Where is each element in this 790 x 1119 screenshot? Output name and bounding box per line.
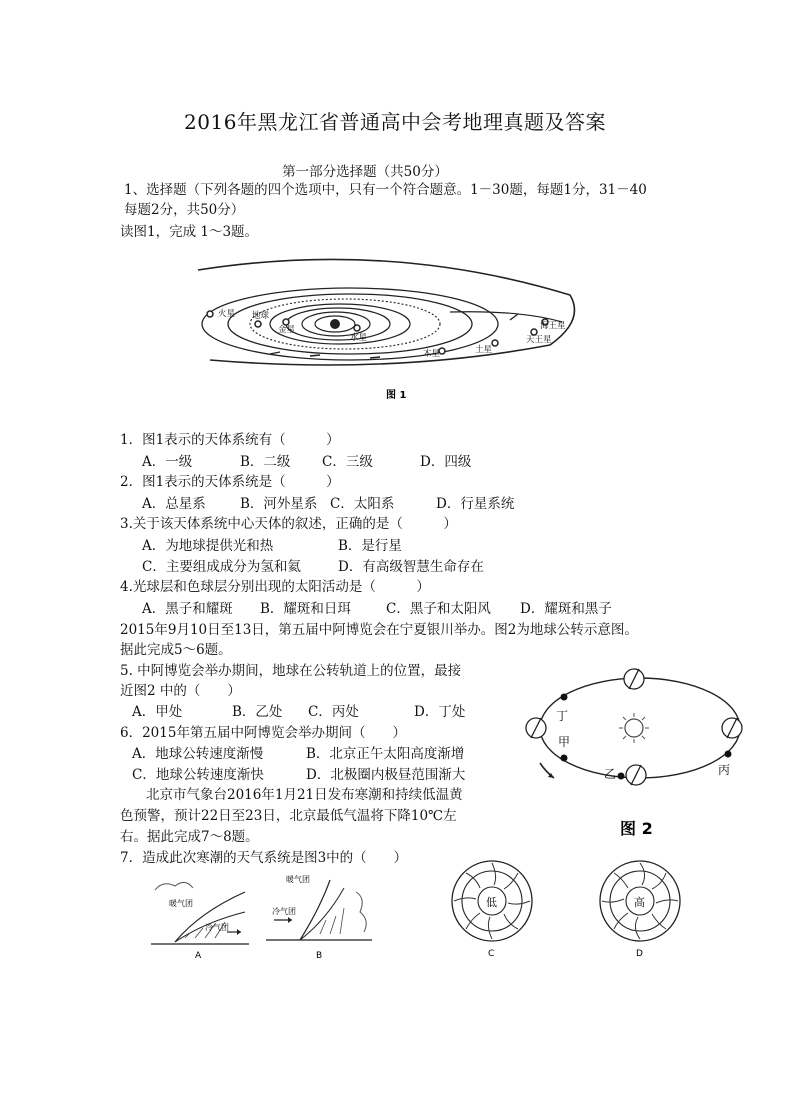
figure-3c-low-pressure (448, 858, 538, 960)
q3-option-c[interactable]: C．主要组成成分为氢和氦 (142, 559, 301, 575)
q3-option-a[interactable]: A．为地球提供光和热 (142, 538, 274, 554)
fig3a-cold-label: 冷气团 (205, 923, 229, 932)
fig3d-caption: D (636, 949, 643, 959)
q2-stem: 2．图1表示的天体系统是（ ） (120, 474, 340, 490)
planet-saturn-label: 土星 (475, 345, 493, 355)
q3-option-d[interactable]: D．有高级智慧生命存在 (338, 559, 484, 575)
fig3c-caption: C (488, 949, 495, 959)
planet-earth-label: 地球 (252, 311, 270, 321)
orbit-label-jia: 甲 (558, 735, 571, 749)
q3-stem: 3.关于该天体系统中心天体的叙述，正确的是（ ） (120, 516, 457, 532)
orbit-label-bing: 丙 (718, 763, 731, 777)
figure-1-solar-system (190, 250, 590, 410)
planet-uranus-label: 天王星 (526, 335, 552, 345)
planet-neptune-label: 海王星 (540, 321, 566, 331)
q2-option-d[interactable]: D．行星系统 (436, 496, 515, 512)
q5-option-a[interactable]: A．甲处 (132, 704, 183, 720)
q2-option-c[interactable]: C．太阳系 (330, 496, 395, 512)
q4-option-d[interactable]: D．耀斑和黑子 (520, 601, 612, 617)
q4-option-b[interactable]: B．耀斑和日珥 (260, 601, 351, 617)
orbit-label-yi: 乙 (604, 767, 617, 781)
instruction-line-1: 1、选择题（下列各题的四个选项中，只有一个符合题意。1－30题，每题1分，31－40 (124, 182, 647, 198)
fig3c-low-label: 低 (486, 896, 497, 909)
intro3-line-3: 右。据此完成7～8题。 (120, 829, 259, 845)
q5-option-b[interactable]: B．乙处 (232, 704, 283, 720)
intro2-line-2: 据此完成5～6题。 (120, 642, 232, 658)
fig3b-warm-label: 暖气团 (286, 875, 310, 884)
q6-option-a[interactable]: A．地球公转速度渐慢 (132, 746, 264, 762)
q4-option-a[interactable]: A．黑子和耀斑 (142, 601, 233, 617)
fig3b-caption: B (316, 951, 323, 960)
figure-3d-high-pressure (596, 858, 686, 960)
figure-2-earth-orbit (518, 660, 768, 840)
figure-1-caption: 图 1 (386, 390, 407, 401)
q1-option-d[interactable]: D．四级 (420, 454, 472, 470)
intro3-line-1: 北京市气象台2016年1月21日发布寒潮和持续低温黄 (146, 787, 463, 803)
q5-stem-line-2: 近图2 中的（ ） (120, 683, 241, 699)
q1-stem: 1．图1表示的天体系统有（ ） (120, 432, 340, 448)
fig3d-high-label: 高 (634, 896, 645, 909)
q1-option-b[interactable]: B．二级 (240, 454, 291, 470)
page-title: 2016年黑龙江省普通高中会考地理真题及答案 (184, 110, 606, 134)
planet-jupiter-label: 木星 (423, 349, 441, 359)
q1-option-a[interactable]: A．一级 (142, 454, 193, 470)
q5-option-c[interactable]: C．丙处 (308, 704, 359, 720)
q7-stem: 7．造成此次寒潮的天气系统是图3中的（ ） (120, 850, 408, 866)
intro2-line-1: 2015年9月10日至13日，第五届中阿博览会在宁夏银川举办。图2为地球公转示意图。 (120, 622, 638, 638)
figure-3b-front (260, 868, 380, 960)
fig3a-warm-label: 暖气团 (169, 899, 193, 908)
q4-option-c[interactable]: C．黑子和太阳风 (386, 601, 491, 617)
q3-option-b[interactable]: B．是行星 (338, 538, 402, 554)
q6-stem: 6．2015年第五届中阿博览会举办期间（ ） (120, 725, 406, 741)
planet-venus-label: 金星 (278, 325, 296, 335)
planet-mercury-label: 水星 (350, 333, 368, 343)
q4-stem: 4.光球层和色球层分别出现的太阳活动是（ ） (120, 579, 430, 595)
intro3-line-2: 色预警，预计22日至23日，北京最低气温将下降10℃左 (120, 808, 457, 824)
planet-mars-label: 火星 (218, 309, 236, 319)
q2-option-b[interactable]: B．河外星系 (240, 496, 318, 512)
q5-option-d[interactable]: D．丁处 (414, 704, 466, 720)
figure-2-caption: 图 2 (620, 819, 653, 838)
q1-option-c[interactable]: C．三级 (322, 454, 373, 470)
section-heading: 第一部分选择题（共50分） (282, 164, 448, 180)
q6-option-d[interactable]: D．北极圈内极昼范围渐大 (306, 767, 466, 783)
instruction-line-2: 每题2分，共50分） (124, 202, 245, 218)
orbit-label-ding: 丁 (556, 709, 569, 723)
fig3b-cold-label: 冷气团 (272, 907, 296, 916)
q2-option-a[interactable]: A．总星系 (142, 496, 206, 512)
q6-option-c[interactable]: C．地球公转速度渐快 (132, 767, 264, 783)
q5-stem-line-1: 5. 中阿博览会举办期间，地球在公转轨道上的位置，最接 (120, 663, 462, 679)
sun-icon (619, 713, 649, 743)
figure-3a-front (145, 872, 255, 960)
fig3a-caption: A (195, 951, 202, 960)
q6-option-b[interactable]: B．北京正午太阳高度渐增 (306, 746, 465, 762)
instruction-line-3: 读图1，完成 1～3题。 (120, 224, 259, 240)
